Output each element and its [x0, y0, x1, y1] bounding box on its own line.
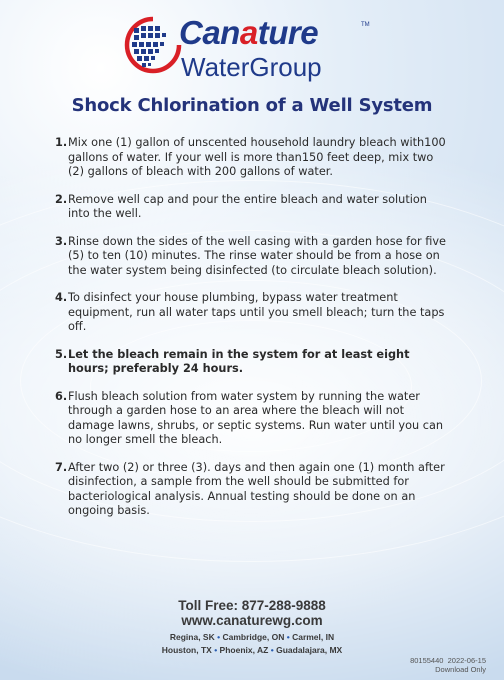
step-text: Let the bleach remain in the system for at least eight hours; preferably 24 hours. [68, 347, 410, 375]
separator-dot: • [270, 645, 274, 655]
instruction-list [55, 136, 450, 532]
brand-name [179, 14, 318, 52]
location: Carmel, IN [292, 632, 335, 642]
separator-dot: • [214, 645, 218, 655]
location: Houston, TX [161, 645, 212, 655]
document-date: 2022-06-15 [447, 656, 486, 665]
list-item [55, 291, 450, 335]
canature-logo [124, 10, 374, 82]
document-number-line [410, 656, 486, 665]
brand-name-accent: a [239, 14, 258, 51]
brand-name-part: Can [179, 14, 240, 51]
location: Regina, SK [169, 632, 215, 642]
download-note: Download Only [435, 665, 486, 674]
step-number: 2. [55, 192, 68, 206]
location: Cambridge, ON [222, 632, 285, 642]
locations-row [0, 632, 504, 642]
step-number: 4. [55, 291, 68, 304]
list-item [55, 390, 450, 448]
globe-icon [124, 16, 182, 74]
brand-name-part: ture [257, 14, 319, 51]
trademark-mark: TM [361, 22, 370, 28]
step-text: To disinfect your house plumbing, bypass water treatment equipment, run all water taps until you smell bleach; turn the taps off. [68, 291, 445, 333]
locations-row [0, 645, 504, 655]
step-number: 3. [55, 234, 68, 248]
document-number: 80155440 [410, 656, 444, 665]
step-number: 1. [55, 136, 68, 149]
brand-subtitle: WaterGroup [181, 52, 322, 82]
location: Phoenix, AZ [219, 645, 269, 655]
page-title: Shock Chlorination of a Well System [71, 95, 433, 116]
toll-free-number: Toll Free: 877-288-9888 [178, 598, 326, 613]
step-text: Rinse down the sides of the well casing with a garden hose for five (5) to ten (10) minutes. The rinse water should be from a hose on the water system being disinfected (to circulate bleach solution). [68, 234, 447, 277]
step-text: Flush bleach solution from water system by running the water through a garden hose to an area where the bleach will not damage lawns, shrubs, or septic systems. Run water until you can no longer smell the bleach. [68, 389, 444, 446]
step-text: Mix one (1) gallon of unscented household laundry bleach with100 gallons of water. If your well is more than150 feet deep, mix two (2) gallons of bleach with 200 gallons of water. [68, 136, 446, 178]
website-url: www.canaturewg.com [181, 613, 323, 628]
list-item [55, 348, 450, 377]
location: Guadalajara, MX [276, 645, 343, 655]
step-number: 6. [55, 389, 68, 403]
step-number: 5. [55, 347, 68, 361]
list-item [55, 136, 450, 180]
step-number: 7. [55, 460, 68, 474]
separator-dot: • [286, 632, 290, 642]
step-text: After two (2) or three (3). days and then again one (1) month after disinfection, a sample from the well should be submitted for bacteriological analysis. Annual testing should be done on an ongoing basis. [68, 460, 445, 517]
document-info [410, 656, 486, 674]
list-item [55, 235, 450, 279]
list-item [55, 461, 450, 519]
step-text: Remove well cap and pour the entire bleach and water solution into the well. [68, 192, 427, 220]
separator-dot: • [217, 632, 221, 642]
list-item [55, 193, 450, 222]
